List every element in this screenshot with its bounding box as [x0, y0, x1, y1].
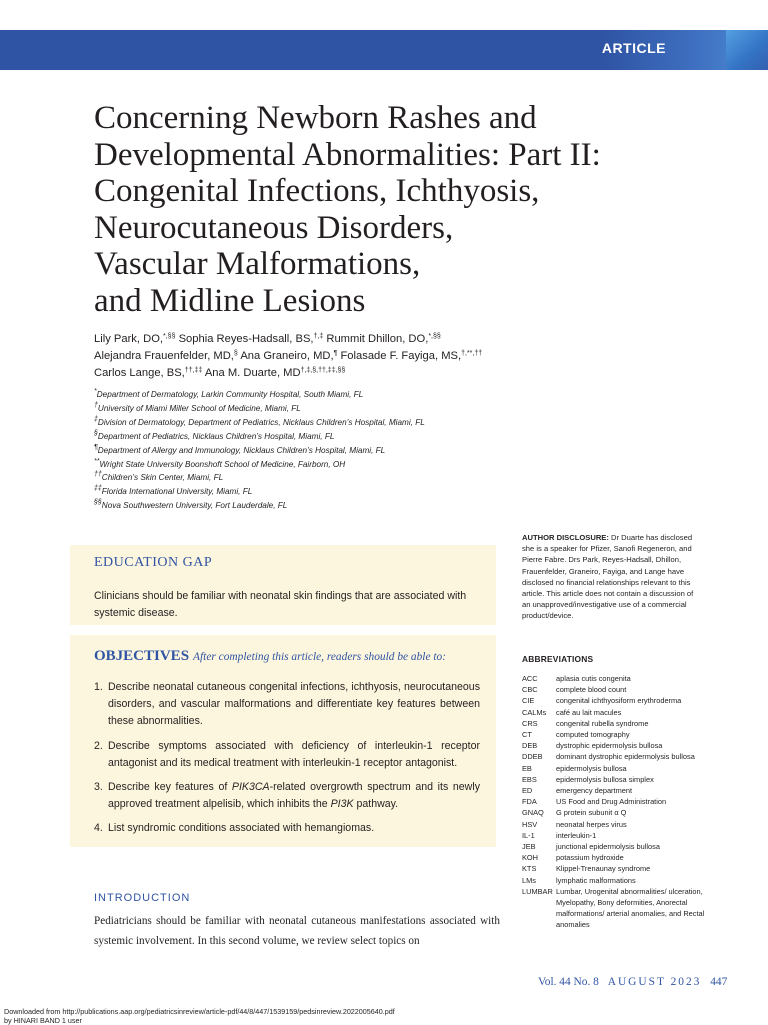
- abbreviation-row: [522, 763, 712, 774]
- abbreviation-definition: lymphatic malformations: [556, 875, 712, 886]
- abbreviation-term: DDEB: [522, 751, 556, 762]
- author-list: [94, 331, 534, 382]
- author-affil-mark: §: [234, 350, 238, 357]
- abbreviation-term: CIE: [522, 695, 556, 706]
- abbreviation-row: [522, 796, 712, 807]
- disclosure-text: Dr Duarte has disclosed she is a speaker for Pfizer, Sanofi Regeneron, and Pierre Fabre. Drs Park, Reyes-Hadsall, Dhillon, Frauenfelder, Graneiro, Fayiga, and Lange have disclosed no financial relationships relevant to this article. This article does not contain a discussion of an unapproved/investigative use of a commercial product/device.: [522, 533, 693, 620]
- gene-name: PIK3CA: [232, 781, 270, 793]
- affiliation-list: [94, 388, 534, 513]
- abbreviation-row: [522, 875, 712, 886]
- page-number: 447: [710, 976, 727, 988]
- abbreviation-row: [522, 774, 712, 785]
- abbreviation-term: EB: [522, 763, 556, 774]
- introduction-text: Pediatricians should be familiar with neonatal cutaneous manifestations associated with systemic involvement. In this second volume, we review select topics on: [94, 911, 500, 951]
- objectives-header: [94, 647, 446, 665]
- abbreviations-list: [522, 673, 712, 931]
- abbreviation-definition: dominant dystrophic epidermolysis bullosa: [556, 751, 712, 762]
- author-name: Folasade F. Fayiga, MS,: [337, 350, 461, 362]
- abbreviation-definition: neonatal herpes virus: [556, 819, 712, 830]
- author-name: Sophia Reyes-Hadsall, BS,: [175, 333, 313, 345]
- abbreviation-definition: emergency department: [556, 785, 712, 796]
- author-affil-mark: †,‡: [314, 333, 324, 340]
- title-line: Concerning Newborn Rashes and: [94, 100, 654, 137]
- abbreviation-term: CRS: [522, 718, 556, 729]
- abbreviation-row: [522, 729, 712, 740]
- article-banner: [0, 30, 768, 70]
- title-line: Vascular Malformations,: [94, 246, 654, 283]
- gene-name: PI3K: [331, 798, 354, 810]
- affiliation: ‡‡Florida International University, Miami, FL: [94, 485, 534, 499]
- abbreviation-row: [522, 852, 712, 863]
- abbreviation-row: [522, 751, 712, 762]
- abbreviation-term: JEB: [522, 841, 556, 852]
- abbreviation-term: CALMs: [522, 707, 556, 718]
- introduction-heading: INTRODUCTION: [94, 892, 190, 904]
- affiliation: ‡Division of Dermatology, Department of Pediatrics, Nicklaus Children’s Hospital, Miami, FL: [94, 416, 534, 430]
- affiliation: †University of Miami Miller School of Medicine, Miami, FL: [94, 402, 534, 416]
- abbreviation-term: HSV: [522, 819, 556, 830]
- abbreviation-definition: interleukin-1: [556, 830, 712, 841]
- author-name: Carlos Lange, BS,: [94, 367, 185, 379]
- article-type-label: ARTICLE: [602, 40, 666, 56]
- abbreviation-row: [522, 740, 712, 751]
- abbreviation-definition: epidermolysis bullosa simplex: [556, 774, 712, 785]
- author-line: [94, 331, 534, 348]
- volume-issue: Vol. 44 No. 8: [538, 976, 599, 988]
- objectives-box: [70, 635, 496, 847]
- affiliation: **Wright State University Boonshoft School of Medicine, Fairborn, OH: [94, 458, 534, 472]
- title-line: Developmental Abnormalities: Part II:: [94, 137, 654, 174]
- abbreviation-definition: café au lait macules: [556, 707, 712, 718]
- objective-item: 3. Describe key features of PIK3CA-related overgrowth spectrum and its newly approved treatment alpelisib, which inhibits the PI3K pathway.: [94, 779, 480, 813]
- objectives-subheading: After completing this article, readers should be able to:: [193, 651, 446, 663]
- page-footer: [538, 976, 733, 988]
- abbreviation-row: [522, 886, 712, 931]
- author-line: [94, 365, 534, 382]
- author-affil-mark: *,§§: [428, 333, 440, 340]
- abbreviation-term: ED: [522, 785, 556, 796]
- abbreviation-term: DEB: [522, 740, 556, 751]
- abbreviation-term: LUMBAR: [522, 886, 556, 931]
- abbreviation-definition: computed tomography: [556, 729, 712, 740]
- download-url: Downloaded from http://publications.aap.org/pediatricsinreview/article-pdf/44/8/447/1539159/pedsinreview.2022005640.pdf: [4, 1008, 395, 1017]
- abbreviation-row: [522, 707, 712, 718]
- abbreviation-term: GNAQ: [522, 807, 556, 818]
- issue-date: AUGUST 2023: [608, 976, 702, 988]
- abbreviation-row: [522, 673, 712, 684]
- objective-item: 4. List syndromic conditions associated with hemangiomas.: [94, 820, 480, 837]
- abbreviation-term: LMs: [522, 875, 556, 886]
- abbreviation-term: CT: [522, 729, 556, 740]
- abbreviation-term: EBS: [522, 774, 556, 785]
- author-affil-mark: †,‡,§,††,‡‡,§§: [301, 367, 346, 374]
- abbreviation-term: CBC: [522, 684, 556, 695]
- author-affil-mark: ††,‡‡: [185, 367, 203, 374]
- download-notice: [4, 1008, 395, 1025]
- abbreviation-term: IL-1: [522, 830, 556, 841]
- author-name: Rummit Dhillon, DO,: [323, 333, 428, 345]
- title-line: Congenital Infections, Ichthyosis,: [94, 173, 654, 210]
- author-affil-mark: *,§§: [163, 333, 175, 340]
- abbreviation-row: [522, 841, 712, 852]
- author-disclosure: [522, 532, 702, 622]
- author-name: Ana M. Duarte, MD: [202, 367, 300, 379]
- education-gap-text: Clinicians should be familiar with neonatal skin findings that are associated with systemic disease.: [94, 588, 484, 621]
- author-name: Alejandra Frauenfelder, MD,: [94, 350, 234, 362]
- abbreviation-term: KOH: [522, 852, 556, 863]
- author-name: Ana Graneiro, MD,: [238, 350, 334, 362]
- abbreviation-definition: US Food and Drug Administration: [556, 796, 712, 807]
- author-line: [94, 348, 534, 365]
- author-affil-mark: ¶: [334, 350, 338, 357]
- abbreviation-row: [522, 695, 712, 706]
- affiliation: *Department of Dermatology, Larkin Community Hospital, South Miami, FL: [94, 388, 534, 402]
- abbreviation-definition: complete blood count: [556, 684, 712, 695]
- abbreviation-row: [522, 807, 712, 818]
- education-gap-heading: EDUCATION GAP: [94, 555, 212, 571]
- abbreviation-term: FDA: [522, 796, 556, 807]
- abbreviation-definition: Klippel-Trenaunay syndrome: [556, 863, 712, 874]
- abbreviation-definition: dystrophic epidermolysis bullosa: [556, 740, 712, 751]
- abbreviations-heading: ABBREVIATIONS: [522, 654, 593, 664]
- abbreviation-definition: G protein subunit α Q: [556, 807, 712, 818]
- disclosure-label: AUTHOR DISCLOSURE:: [522, 533, 609, 542]
- title-line: and Midline Lesions: [94, 283, 654, 320]
- objective-item: 1. Describe neonatal cutaneous congenital infections, ichthyosis, neurocutaneous disorders, and vascular malformations and differentiate key features between these abnormalities.: [94, 679, 480, 731]
- author-affil-mark: †,**,††: [461, 350, 482, 357]
- abbreviation-definition: aplasia cutis congenita: [556, 673, 712, 684]
- objective-item: 2. Describe symptoms associated with deficiency of interleukin-1 receptor antagonist and its medical treatment with interleukin-1 receptor antagonist.: [94, 738, 480, 772]
- affiliation: §§Nova Southwestern University, Fort Lauderdale, FL: [94, 499, 534, 513]
- article-title: [94, 100, 654, 319]
- abbreviation-row: [522, 819, 712, 830]
- abbreviation-row: [522, 785, 712, 796]
- abbreviation-row: [522, 684, 712, 695]
- objectives-heading: OBJECTIVES: [94, 648, 189, 664]
- abbreviation-definition: potassium hydroxide: [556, 852, 712, 863]
- abbreviation-row: [522, 863, 712, 874]
- education-gap-box: [70, 545, 496, 625]
- abbreviation-definition: epidermolysis bullosa: [556, 763, 712, 774]
- author-name: Lily Park, DO,: [94, 333, 163, 345]
- abbreviation-definition: junctional epidermolysis bullosa: [556, 841, 712, 852]
- abbreviation-definition: Lumbar, Urogenital abnormalities/ ulceration, Myelopathy, Bony deformities, Anorectal malformations/ arterial anomalies, and Rectal anomalies: [556, 886, 712, 931]
- objectives-list: [94, 679, 480, 845]
- abbreviation-row: [522, 718, 712, 729]
- download-user: by HINARI BAND 1 user: [4, 1017, 395, 1025]
- affiliation: §Department of Pediatrics, Nicklaus Children’s Hospital, Miami, FL: [94, 430, 534, 444]
- affiliation: ¶Department of Allergy and Immunology, Nicklaus Children’s Hospital, Miami, FL: [94, 444, 534, 458]
- title-line: Neurocutaneous Disorders,: [94, 210, 654, 247]
- abbreviation-definition: congenital rubella syndrome: [556, 718, 712, 729]
- abbreviation-term: ACC: [522, 673, 556, 684]
- abbreviation-term: KTS: [522, 863, 556, 874]
- affiliation: ††Children’s Skin Center, Miami, FL: [94, 471, 534, 485]
- abbreviation-definition: congenital ichthyosiform erythroderma: [556, 695, 712, 706]
- abbreviation-row: [522, 830, 712, 841]
